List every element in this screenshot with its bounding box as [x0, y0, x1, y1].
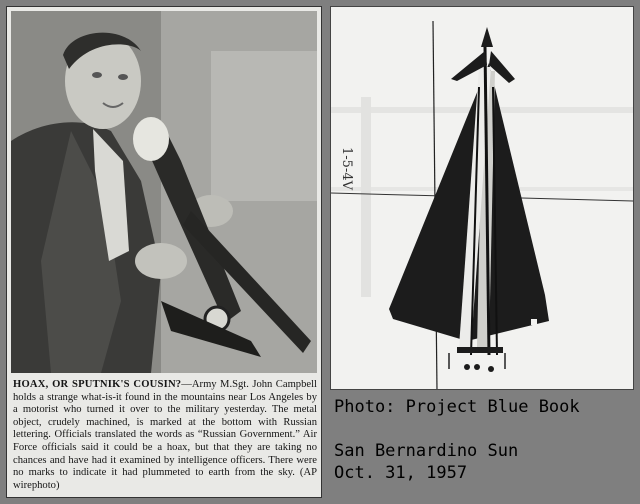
publication-date: Oct. 31, 1957 — [334, 463, 468, 483]
photo-credit: Photo: Project Blue Book — [334, 397, 580, 417]
wirephoto — [11, 11, 317, 373]
publication-name: San Bernardino Sun — [334, 441, 519, 461]
man-holding-object-photo — [11, 11, 317, 373]
blue-book-drawing-scan — [330, 6, 634, 390]
caption-headline: HOAX, OR SPUTNIK'S COUSIN? — [13, 379, 182, 390]
source-credits — [332, 394, 638, 498]
handwritten-label: 1-5-4V — [339, 147, 354, 190]
newspaper-clipping — [6, 6, 322, 498]
caption-body: —Army M.Sgt. John Campbell holds a strange what-is-it found in the mountains near Los Angeles by a motorist who turned it over to the military yesterday. The metal object, crudely machined, is marked at the bottom with Russian lettering. Officials translated the words as “Russian Government.” Air Force officials said it could be a hoax, but that they are taking no chances and have had it examined by intelligence officers. There were no marks to indicate it had plummeted to earth from the sky. (AP wirephoto) — [13, 379, 317, 491]
object-drawing — [331, 7, 634, 390]
photo-caption — [13, 379, 317, 492]
